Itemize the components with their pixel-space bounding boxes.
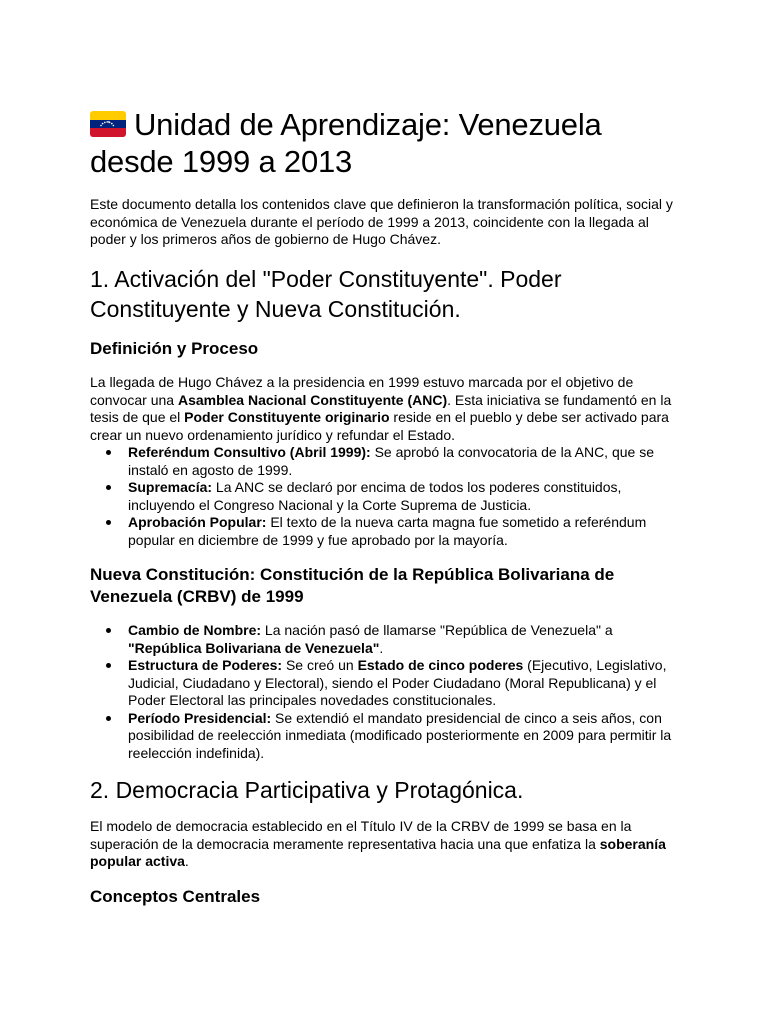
list-item: Estructura de Poderes: Se creó un Estado de cinco poderes (Ejecutivo, Legislativo, Judicial, Ciudadano y Electoral), siendo el Poder Ciudadano (Moral Republicana) y el Poder Electoral las principales novedades constitucionales. xyxy=(128,657,680,710)
definicion-list xyxy=(90,444,680,549)
section-2-heading: 2. Democracia Participativa y Protagónica. xyxy=(90,777,524,803)
list-item: Aprobación Popular: El texto de la nueva carta magna fue sometido a referéndum popular en diciembre de 1999 y fue aprobado por la mayoría. xyxy=(128,514,680,549)
subsection-conceptos-heading: Conceptos Centrales xyxy=(90,887,261,906)
intro-paragraph: Este documento detalla los contenidos clave que definieron la transformación política, social y económica de Venezuela durante el período de 1999 a 2013, coincidente con la llegada al poder y los primeros años de gobierno de Hugo Chávez. xyxy=(90,196,673,247)
subsection-definicion-heading: Definición y Proceso xyxy=(90,339,259,358)
section-1-heading: 1. Activación del "Poder Constituyente". Poder Constituyente y Nueva Constitución. xyxy=(90,266,562,322)
venezuela-flag-icon xyxy=(90,111,126,137)
definicion-paragraph: La llegada de Hugo Chávez a la presidencia en 1999 estuvo marcada por el objetivo de convocar una Asamblea Nacional Constituyente (ANC). Esta iniciativa se fundamentó en la tesis de que el Poder Constituyente originario reside en el pueblo y debe ser activado para crear un nuevo ordenamiento jurídico y refundar el Estado. xyxy=(90,374,672,443)
constitucion-list xyxy=(90,622,680,762)
title-text: Unidad de Aprendizaje: Venezuela desde 1999 a 2013 xyxy=(90,107,602,179)
list-item: Referéndum Consultivo (Abril 1999): Se aprobó la convocatoria de la ANC, que se instaló en agosto de 1999. xyxy=(128,444,680,479)
subsection-constitucion-heading: Nueva Constitución: Constitución de la República Bolivariana de Venezuela (CRBV) de 1999 xyxy=(90,565,615,606)
list-item: Período Presidencial: Se extendió el mandato presidencial de cinco a seis años, con posibilidad de reelección inmediata (modificado posteriormente en 2009 para permitir la reelección indefinida). xyxy=(128,710,680,763)
list-item: Supremacía: La ANC se declaró por encima de todos los poderes constituidos, incluyendo el Congreso Nacional y la Corte Suprema de Justicia. xyxy=(128,479,680,514)
document-title xyxy=(90,106,690,180)
list-item: Cambio de Nombre: La nación pasó de llamarse "República de Venezuela" a "República Bolivariana de Venezuela". xyxy=(128,622,680,657)
democracia-paragraph: El modelo de democracia establecido en el Título IV de la CRBV de 1999 se basa en la superación de la democracia meramente representativa hacia una que enfatiza la soberanía popular activa. xyxy=(90,818,666,869)
